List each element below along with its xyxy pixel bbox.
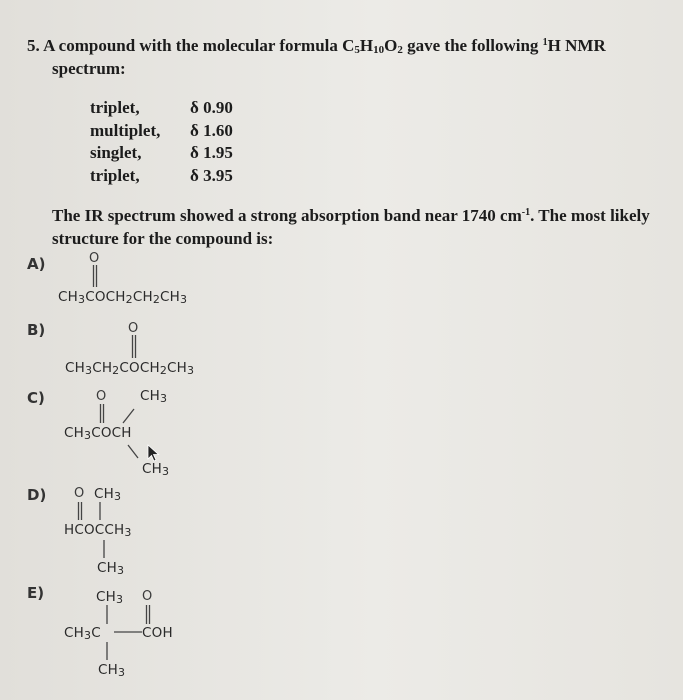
option-d-ch3-top: $CH_3$ [94,486,122,503]
option-a-label[interactable]: A) [27,255,46,273]
option-c-ch3-top: $CH_3$ [140,388,168,405]
option-c-formula: $CH_3COCH$ [64,425,132,442]
option-a-oxygen: O [89,251,100,266]
question-number: 5. [27,36,40,55]
nmr-shift-3: δ 1.95 [190,143,233,162]
option-d-label[interactable]: D) [27,486,47,504]
option-e-ch3-bottom: $CH_3$ [98,662,126,679]
option-c-label[interactable]: C) [27,389,45,407]
formula-sub-h: 10 [373,44,385,56]
nmr-mult-2: multiplet, [90,120,161,140]
ir-text-pre: The IR spectrum showed a strong absorption band near 1740 cm [52,206,522,225]
option-c-oxygen: O [96,389,107,404]
formula-sub-c: 5 [354,44,360,56]
option-d-oxygen: O [74,486,85,501]
option-e-oxygen: O [142,589,153,604]
nmr-label: H NMR [547,36,606,55]
option-b-label[interactable]: B) [27,321,46,339]
option-e-label[interactable]: E) [27,584,45,602]
question-text-post: gave the following [402,36,543,55]
question-text-pre: A compound with the molecular formula C [43,36,355,55]
option-a-formula: $CH_3COCH_2CH_2CH_3$ [58,289,188,306]
ir-line-2: structure for the compound is: [52,229,274,248]
question-line-2: spectrum: [52,59,126,78]
nmr-mult-3: singlet, [90,143,142,162]
option-d-ch3-bottom: $CH_3$ [97,560,125,577]
nmr-mult-4: triplet, [90,165,140,185]
option-d-formula: $HCOCCH_3$ [64,522,132,539]
formula-o: O [384,36,398,55]
mouse-cursor-icon [146,444,160,462]
option-c-ch3-bottom: $CH_3$ [142,461,170,478]
nmr-shift-1: δ 0.90 [190,98,233,117]
nmr-shift-4: δ 3.95 [190,165,233,185]
formula-h: H [359,36,374,55]
ir-superscript: -1 [521,207,531,218]
option-e-left-group: $CH_3C$ [64,625,101,642]
nmr-shift-2: δ 1.60 [190,120,233,140]
formula-sub-o: 2 [397,44,403,56]
nmr-mult-1: triplet, [90,98,140,117]
nmr-superscript: 1 [542,37,548,48]
option-b-formula: $CH_3CH_2COCH_2CH_3$ [65,360,195,377]
option-e-ch3-top: $CH_3$ [96,589,124,606]
option-b-oxygen: O [128,321,139,336]
ir-text-post: . The most likely [530,206,650,225]
option-e-right-group: COH [142,625,173,641]
